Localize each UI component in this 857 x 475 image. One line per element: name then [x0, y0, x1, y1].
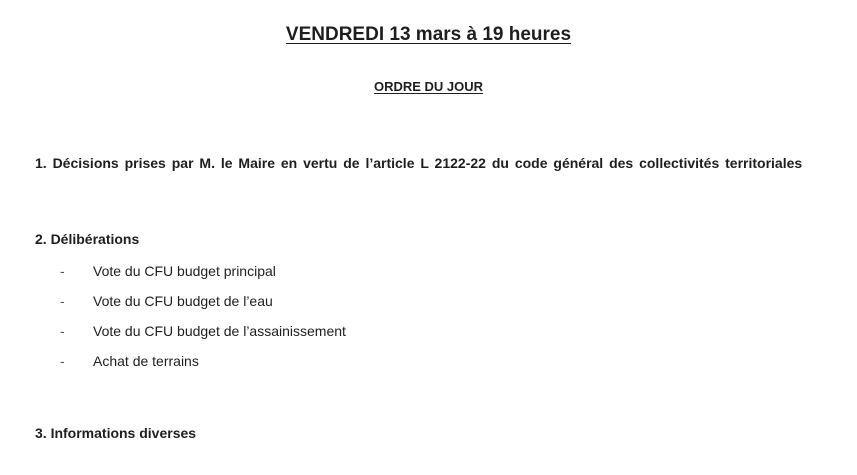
agenda-heading: ORDRE DU JOUR: [373, 79, 484, 94]
bullet-dash: -: [60, 293, 65, 309]
agenda-item-deliberations: 2. Délibérations: [35, 231, 140, 247]
agenda-item-informations: 3. Informations diverses: [35, 425, 197, 441]
bullet-dash: -: [60, 353, 65, 369]
bullet-dash: -: [60, 323, 65, 339]
list-item: [60, 260, 346, 290]
list-item-text: Vote du CFU budget de l’assainissement: [93, 323, 346, 339]
meeting-date-title: VENDREDI 13 mars à 19 heures: [285, 24, 572, 45]
agenda-item-decisions: 1. Décisions prises par M. le Maire en vertu de l’article L 2122-22 du code général des collectivités territoriales: [35, 155, 803, 171]
bullet-dash: -: [60, 263, 65, 279]
list-item-text: Achat de terrains: [93, 353, 199, 369]
deliberations-list: [60, 260, 346, 380]
list-item-text: Vote du CFU budget principal: [93, 263, 276, 279]
list-item: [60, 350, 346, 380]
list-item-text: Vote du CFU budget de l’eau: [93, 293, 273, 309]
list-item: [60, 290, 346, 320]
list-item: [60, 320, 346, 350]
